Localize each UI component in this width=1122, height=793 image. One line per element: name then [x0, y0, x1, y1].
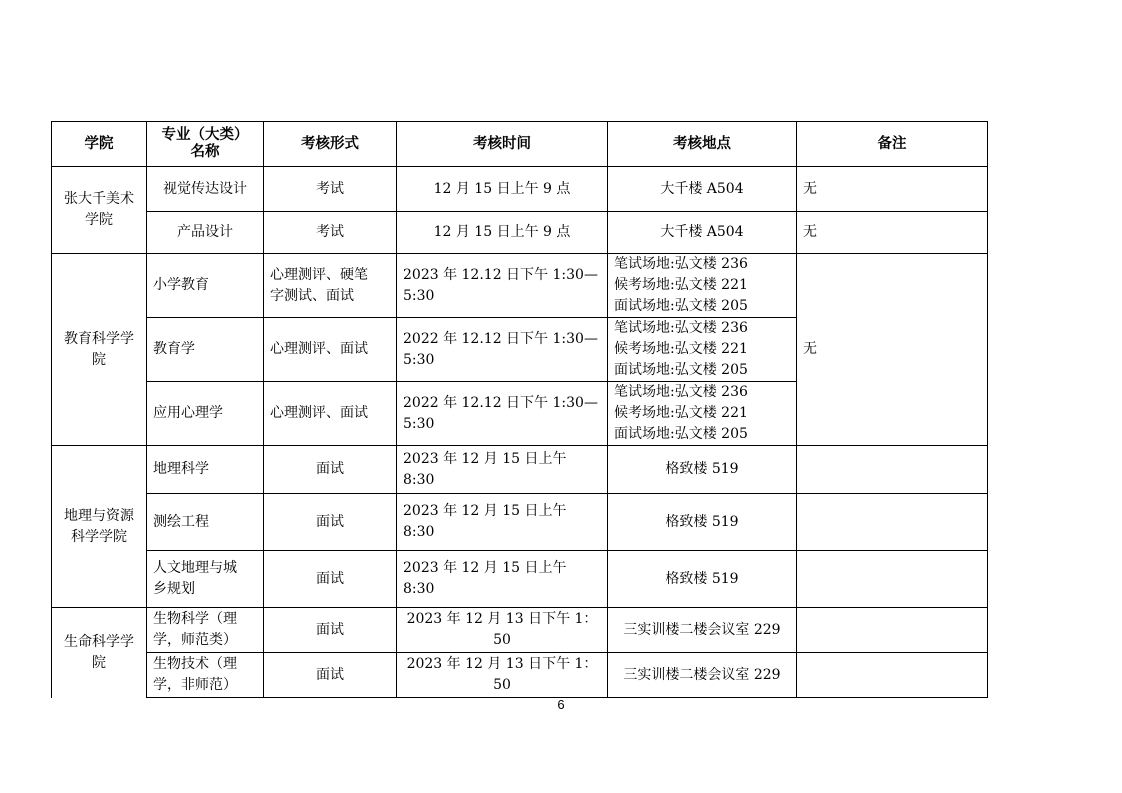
time-cell	[397, 318, 608, 382]
time-text: 2023 年 12 月 13 日下午 1： 50	[406, 656, 598, 693]
place-cell: 三实训楼二楼会议室 229	[608, 653, 797, 698]
college-line: 张大千美术	[64, 191, 134, 207]
place-cell: 格致楼 519	[608, 494, 797, 551]
college-line: 地理与资源	[64, 507, 134, 524]
major-cell: 视觉传达设计	[147, 167, 264, 212]
header-major	[147, 122, 264, 167]
major-text: 测绘工程	[153, 513, 209, 530]
table-row	[52, 254, 988, 318]
major-text: 人文地理与城 乡规划	[153, 560, 237, 597]
form-cell: 面试	[264, 551, 397, 608]
major-cell	[147, 653, 264, 698]
time-cell: 2023 年 12 月 15 日上午 8:30	[397, 446, 608, 494]
place-text: 笔试场地:弘文楼 236 候考场地:弘文楼 221 面试场地:弘文楼 205	[614, 320, 748, 378]
note-cell: 无	[797, 254, 988, 446]
table-row	[52, 167, 988, 212]
table-row	[52, 212, 988, 254]
place-cell	[608, 382, 797, 446]
header-major-line1: 专业（大类）	[161, 127, 249, 143]
time-text: 2022 年 12.12 日下午 1:30— 5:30	[403, 330, 598, 368]
college-cell	[52, 254, 147, 446]
header-college: 学院	[52, 122, 147, 167]
college-cell	[52, 608, 147, 698]
place-cell: 格致楼 519	[608, 551, 797, 608]
note-cell	[797, 446, 988, 494]
time-cell: 2023 年 12 月 15 日上午 8:30	[397, 551, 608, 608]
major-text: 生物科学（理 学，师范类）	[153, 611, 237, 648]
major-cell	[147, 446, 264, 494]
time-text: 2022 年 12.12 日下午 1:30— 5:30	[403, 394, 598, 432]
major-cell	[147, 318, 264, 382]
form-text: 心理测评、面试	[270, 341, 368, 357]
page-number: 6	[557, 697, 565, 712]
time-cell	[397, 382, 608, 446]
table-row	[52, 446, 988, 494]
note-cell	[797, 551, 988, 608]
college-line: 学院	[85, 212, 113, 228]
form-text: 心理测评、硬笔 字测试、面试	[270, 266, 368, 304]
major-cell: 产品设计	[147, 212, 264, 254]
place-cell: 格致楼 519	[608, 446, 797, 494]
table-row	[52, 608, 988, 653]
time-text: 2023 年 12 月 13 日下午 1： 50	[406, 611, 598, 648]
place-cell	[608, 318, 797, 382]
college-line: 教育科学学	[64, 330, 134, 347]
form-cell: 面试	[264, 608, 397, 653]
table-row	[52, 653, 988, 698]
place-cell: 大千楼 A504	[608, 167, 797, 212]
header-time: 考核时间	[397, 122, 608, 167]
major-text: 小学教育	[153, 277, 209, 293]
place-cell: 大千楼 A504	[608, 212, 797, 254]
header-row	[52, 122, 988, 167]
form-cell: 面试	[264, 653, 397, 698]
time-cell	[397, 653, 608, 698]
form-cell: 考试	[264, 167, 397, 212]
header-major-line2: 名称	[190, 144, 220, 160]
major-cell	[147, 551, 264, 608]
note-cell: 无	[797, 212, 988, 254]
time-cell	[397, 254, 608, 318]
place-cell: 三实训楼二楼会议室 229	[608, 608, 797, 653]
college-line: 院	[92, 654, 106, 671]
college-line: 科学学院	[71, 528, 127, 545]
form-cell	[264, 254, 397, 318]
note-cell	[797, 608, 988, 653]
header-note: 备注	[797, 122, 988, 167]
header-place: 考核地点	[608, 122, 797, 167]
major-cell	[147, 254, 264, 318]
major-text: 应用心理学	[153, 405, 223, 421]
major-text: 生物技术（理 学，非师范）	[153, 656, 237, 693]
time-cell	[397, 608, 608, 653]
place-text: 笔试场地:弘文楼 236 候考场地:弘文楼 221 面试场地:弘文楼 205	[614, 256, 748, 314]
major-text: 教育学	[153, 341, 195, 357]
form-cell	[264, 382, 397, 446]
major-text: 地理科学	[153, 461, 209, 477]
time-text: 2023 年 12.12 日下午 1:30— 5:30	[403, 266, 598, 304]
note-cell	[797, 653, 988, 698]
place-text: 笔试场地:弘文楼 236 候考场地:弘文楼 221 面试场地:弘文楼 205	[614, 384, 748, 442]
form-cell	[264, 318, 397, 382]
place-cell	[608, 254, 797, 318]
major-cell	[147, 608, 264, 653]
form-cell: 面试	[264, 494, 397, 551]
major-cell	[147, 382, 264, 446]
college-cell	[52, 446, 147, 608]
table-row	[52, 494, 988, 551]
form-cell: 考试	[264, 212, 397, 254]
note-cell: 无	[797, 167, 988, 212]
time-cell: 12 月 15 日上午 9 点	[397, 167, 608, 212]
major-cell	[147, 494, 264, 551]
form-cell: 面试	[264, 446, 397, 494]
time-cell: 2023 年 12 月 15 日上午 8:30	[397, 494, 608, 551]
college-line: 院	[92, 351, 106, 368]
form-text: 心理测评、面试	[270, 405, 368, 421]
table-row	[52, 551, 988, 608]
college-line: 生命科学学	[64, 633, 134, 650]
exam-schedule-table	[51, 121, 988, 698]
note-cell	[797, 494, 988, 551]
college-cell	[52, 167, 147, 254]
time-cell: 12 月 15 日上午 9 点	[397, 212, 608, 254]
header-form: 考核形式	[264, 122, 397, 167]
